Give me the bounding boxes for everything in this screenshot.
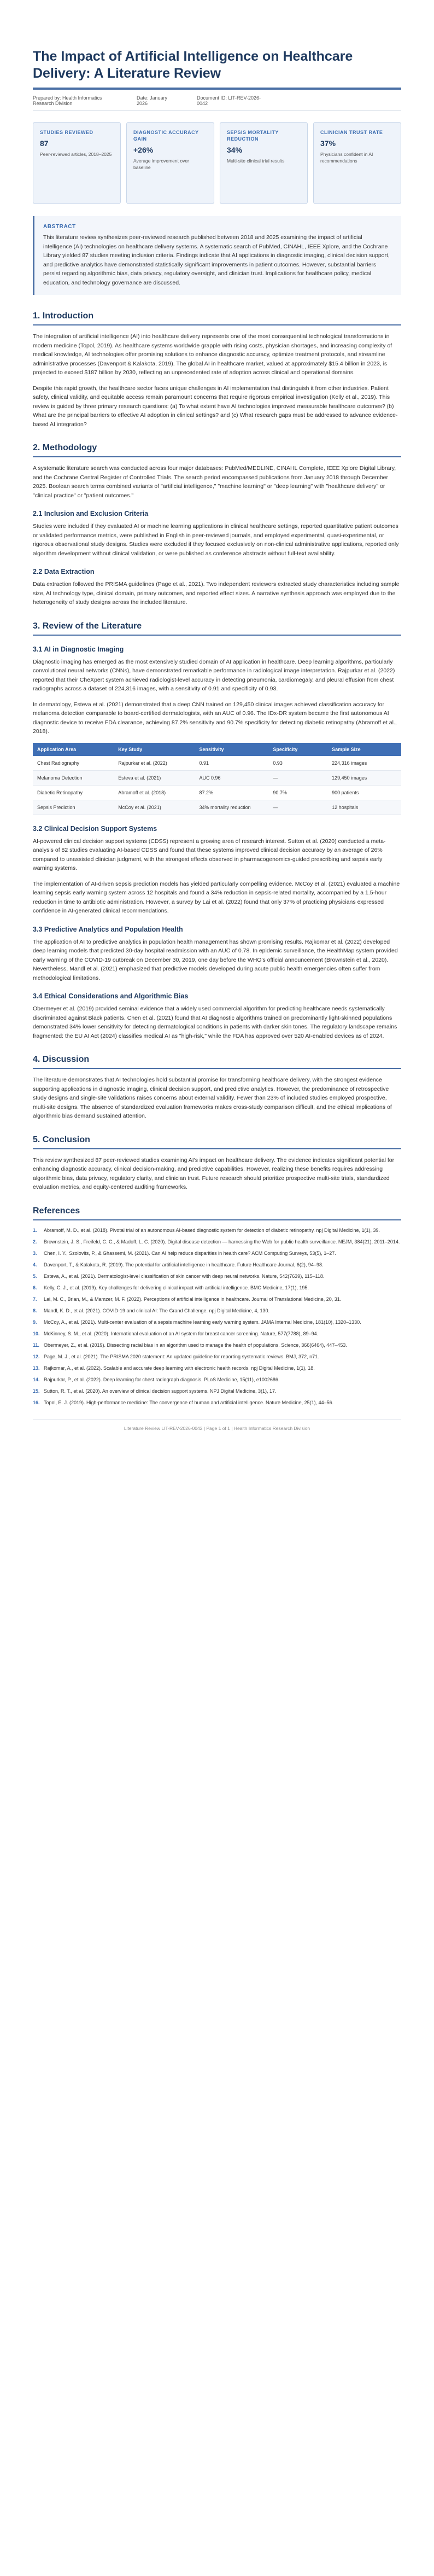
- table-cell: AUC 0.96: [195, 770, 269, 785]
- reference-number: 10.: [33, 1330, 40, 1336]
- section-heading-conclusion: 5. Conclusion: [33, 1135, 90, 1144]
- stat-card: [313, 122, 401, 204]
- reference-text: Lai, M. C., Brian, M., & Mamzer, M. F. (2022). Perceptions of artificial intelligence in healthcare. Journal of Translational Medicine, 20, 31.: [44, 1296, 342, 1302]
- reference-text: Esteva, A., et al. (2021). Dermatologist-level classification of skin cancer with deep neural networks. Nature, 542(7639), 115–118.: [44, 1273, 325, 1279]
- paragraph: The application of AI to predictive analytics in population health management has shown promising results. Rajkomar et al. (2022) developed deep learning models that predicted 30-day hospital readmission with an AUC of 0.78. In epidemic surveillance, the HealthMap system provided early warning of the COVID-19 outbreak on December 30, 2019, one day before the WHO's official announcement (Brownstein et al., 2020). Nevertheless, Mandl et al. (2021) emphasized that predictive models developed during acute public health emergencies often suffer from methodological limitations.: [33, 938, 398, 981]
- table-header: Key Study: [114, 743, 195, 756]
- paragraph: The implementation of AI-driven sepsis prediction models has yielded particularly compelling evidence. McCoy et al. (2021) evaluated a machine learning sepsis early warning system across 12 hospitals and found a 34% reduction in sepsis-related mortality, accompanied by a 1.5-hour reduction in time to antibiotic administration. However, a survey by Lai et al. (2022) found that only 37% of practicing physicians expressed confidence in AI-generated clinical recommendations.: [33, 880, 400, 914]
- table-header: Specificity: [268, 743, 327, 756]
- subsection-heading: 3.4 Ethical Considerations and Algorithmic Bias: [33, 992, 189, 1000]
- title-divider: [33, 88, 401, 90]
- reference-item: [33, 1261, 401, 1269]
- reference-item: [33, 1342, 401, 1349]
- stat-description: Peer-reviewed articles, 2018–2025: [40, 152, 112, 157]
- paragraph: AI-powered clinical decision support systems (CDSS) represent a growing area of research interest. Sutton et al. (2020) conducted a meta-analysis of 82 studies evaluating AI-based CDSS and found that these systems improved clinical decision accuracy by an average of 26% compared to unassisted clinician judgment, with the strongest effects observed in pharmacogenomics-guided prescribing and sepsis early warning systems.: [33, 838, 386, 871]
- stat-label: SEPSIS MORTALITY REDUCTION: [227, 130, 279, 142]
- reference-number: 6.: [33, 1284, 37, 1290]
- reference-text: Kelly, C. J., et al. (2019). Key challenges for delivering clinical impact with artificial intelligence. BMC Medicine, 17(1), 195.: [44, 1284, 309, 1290]
- section-divider: [33, 1219, 401, 1220]
- meta-prepared-by: Prepared by: Health Informatics Research Division: [33, 95, 102, 106]
- reference-item: [33, 1388, 401, 1395]
- reference-text: Davenport, T., & Kalakota, R. (2019). The potential for artificial intelligence in healthcare. Future Healthcare Journal, 6(2), 94–98.: [44, 1261, 324, 1267]
- table-cell: 900 patients: [327, 785, 401, 800]
- reference-number: 15.: [33, 1388, 40, 1394]
- table-row: [33, 770, 401, 785]
- abstract-box: [33, 216, 401, 295]
- table-cell: 90.7%: [268, 785, 327, 800]
- meta-document-id: Document ID: LIT-REV-2026-0042: [197, 95, 261, 106]
- paragraph: In dermatology, Esteva et al. (2021) demonstrated that a deep CNN trained on 129,450 clinical images achieved classification accuracy for melanoma detection comparable to board-certified dermatologists, with an AUC of 0.96. The IDx-DR system became the first autonomous AI diagnostic device to receive FDA clearance, achieving 87.2% sensitivity and 90.7% specificity for detecting diabetic retinopathy (Abramoff et al., 2018).: [33, 701, 397, 735]
- paragraph: Obermeyer et al. (2019) provided seminal evidence that a widely used commercial algorithm for predicting healthcare needs systematically discriminated against Black patients. Chen et al. (2021) found that AI diagnostic algorithms trained on predominantly light-skinned populations demonstrated 34% lower sensitivity for detecting dermatological conditions in patients with darker skin tones. The regulatory landscape remains fragmented: the EU AI Act (2024) classifies medical AI as "high-risk," while the FDA has approved over 520 AI-enabled devices as of 2024.: [33, 1005, 397, 1039]
- section-divider: [33, 635, 401, 636]
- table-cell: 34% mortality reduction: [195, 800, 269, 815]
- document-meta: [33, 95, 401, 106]
- table-cell: —: [268, 770, 327, 785]
- paragraph: This review synthesized 87 peer-reviewed studies examining AI's impact on healthcare delivery. The evidence indicates significant potential for enhancing diagnostic accuracy, clinical decision-making, and predictive capabilities. However, realizing these benefits requires addressing algorithmic bias, data privacy, regulatory clarity, and clinician trust. Future research should prioritize prospective multi-site trials, standardized evaluation metrics, and equity-centered auditing frameworks.: [33, 1156, 395, 1190]
- stat-description: Multi-site clinical trial results: [227, 158, 285, 164]
- paragraph: The literature demonstrates that AI technologies hold substantial promise for transforming healthcare delivery, with the strongest evidence supporting applications in diagnostic imaging, clinical decision support, and predictive analytics. However, the predominance of retrospective study designs and single-site validations raises concerns about external validity. Fewer than 23% of included studies employed prospective, multi-site designs. The absence of standardized evaluation frameworks makes cross-study comparison difficult, and the ethical implications of algorithmic bias demand sustained attention.: [33, 1077, 392, 1119]
- page-footer: Literature Review LIT-REV-2026-0042 | Page 1 of 1 | Health Informatics Research Division: [33, 1420, 401, 1431]
- reference-item: [33, 1238, 401, 1246]
- section-heading-review: 3. Review of the Literature: [33, 621, 142, 631]
- reference-item: [33, 1353, 401, 1360]
- section-divider: [33, 1148, 401, 1149]
- table-header: Application Area: [33, 743, 114, 756]
- reference-text: Obermeyer, Z., et al. (2019). Dissecting racial bias in an algorithm used to manage the health of populations. Science, 366(6464), 447–453.: [44, 1342, 347, 1348]
- reference-number: 5.: [33, 1273, 37, 1279]
- table-cell: Sepsis Prediction: [33, 800, 114, 815]
- stat-value: +26%: [133, 146, 154, 154]
- abstract-text: This literature review synthesizes peer-reviewed research published between 2018 and 2025 examining the impact of artificial intelligence (AI) technologies on healthcare delivery systems. A systematic search of PubMed, CINAHL, IEEE Xplore, and the Cochrane Library yielded 87 studies meeting inclusion criteria. Findings indicate that AI applications in diagnostic imaging, clinical decision support, and predictive analytics have demonstrated statistically significant improvements in patient outcomes. However, substantial barriers persist regarding algorithmic bias, data privacy, regulatory oversight, and clinician trust. Implications for healthcare policy, medical education, and technology governance are discussed.: [43, 234, 390, 286]
- results-table: [33, 743, 401, 815]
- stat-value: 87: [40, 139, 49, 148]
- table-row: [33, 800, 401, 815]
- table-cell: 87.2%: [195, 785, 269, 800]
- subsection-heading: 2.1 Inclusion and Exclusion Criteria: [33, 510, 149, 517]
- subsection-heading: 3.1 AI in Diagnostic Imaging: [33, 645, 124, 653]
- meta-date: Date: January 2026: [137, 95, 168, 106]
- paragraph: The integration of artificial intelligence (AI) into healthcare delivery represents one of the most consequential technological transformations in modern medicine (Topol, 2019). As healthcare systems worldwide grapple with rising costs, physician shortages, and increasing complexity of medical knowledge, AI technologies offer promising solutions to enhance diagnostic accuracy, optimize treatment protocols, and streamline administrative processes (Davenport & Kalakota, 2019). The global AI in healthcare market, valued at approximately $15.4 billion in 2023, is projected to exceed $187 billion by 2030, reflecting an unprecedented rate of adoption across clinical and operational domains.: [33, 333, 392, 376]
- paragraph: A systematic literature search was conducted across four major databases: PubMed/MEDLINE, CINAHL Complete, IEEE Xplore Digital Library, and the Cochrane Central Register of Controlled Trials. The search period encompassed publications from January 2018 through December 2025. Boolean search terms combined variants of "artificial intelligence," "machine learning" or "deep learning" with "healthcare delivery" or "clinical practice" or "patient outcomes.": [33, 465, 396, 499]
- subsection-heading: 2.2 Data Extraction: [33, 568, 95, 575]
- reference-item: [33, 1399, 401, 1406]
- stat-label: DIAGNOSTIC ACCURACY GAIN: [133, 130, 199, 142]
- reference-number: 8.: [33, 1307, 37, 1313]
- reference-item: [33, 1376, 401, 1383]
- reference-text: McKinney, S. M., et al. (2020). International evaluation of an AI system for breast cancer screening. Nature, 577(7788), 89–94.: [44, 1330, 319, 1336]
- table-header-row: [33, 743, 401, 756]
- subsection-heading: 3.3 Predictive Analytics and Population Health: [33, 925, 183, 933]
- stat-value: 34%: [227, 146, 243, 154]
- stats-row: [33, 122, 401, 204]
- stat-card: [33, 122, 121, 204]
- reference-number: 9.: [33, 1319, 37, 1325]
- stat-value: 37%: [320, 139, 336, 148]
- reference-text: McCoy, A., et al. (2021). Multi-center evaluation of a sepsis machine learning early warning system. JAMA Internal Medicine, 181(10), 1320–1330.: [44, 1319, 361, 1325]
- section-heading-methodology: 2. Methodology: [33, 443, 97, 452]
- reference-item: [33, 1284, 401, 1292]
- reference-text: Rajkomar, A., et al. (2022). Scalable and accurate deep learning with electronic health records. npj Digital Medicine, 1(1), 18.: [44, 1365, 315, 1371]
- reference-text: Page, M. J., et al. (2021). The PRISMA 2020 statement: An updated guideline for reporting systematic reviews. BMJ, 372, n71.: [44, 1353, 319, 1359]
- table-cell: 0.91: [195, 756, 269, 771]
- table-cell: Diabetic Retinopathy: [33, 785, 114, 800]
- reference-text: Chen, I. Y., Szolovits, P., & Ghassemi, M. (2021). Can AI help reduce disparities in health care? ACM Computing Surveys, 53(5), 1–27.: [44, 1250, 336, 1256]
- table-cell: —: [268, 800, 327, 815]
- paragraph: Studies were included if they evaluated AI or machine learning applications in clinical healthcare settings, reported quantitative patient outcomes or validated performance metrics, were published in English in peer-reviewed journals, and employed experimental, quasi-experimental, or rigorous observational study designs. Studies were excluded if they focused exclusively on non-clinical administrative applications, reported only algorithm development without clinical validation, or were published as conference abstracts without full-text availability.: [33, 523, 399, 557]
- abstract-heading: ABSTRACT: [43, 224, 76, 230]
- reference-number: 3.: [33, 1250, 37, 1256]
- section-heading-references: References: [33, 1206, 80, 1216]
- reference-text: Mandl, K. D., et al. (2021). COVID-19 and clinical AI: The Grand Challenge. npj Digital Medicine, 4, 130.: [44, 1307, 270, 1313]
- table-cell: Esteva et al. (2021): [114, 770, 195, 785]
- table-cell: Melanoma Detection: [33, 770, 114, 785]
- reference-item: [33, 1273, 401, 1280]
- reference-item: [33, 1365, 401, 1372]
- reference-number: 7.: [33, 1296, 37, 1302]
- reference-list: [33, 1227, 401, 1406]
- stat-card: [220, 122, 308, 204]
- reference-number: 12.: [33, 1353, 40, 1359]
- paragraph: Despite this rapid growth, the healthcare sector faces unique challenges in AI implementation that distinguish it from other industries. Patient safety, clinical validity, and equitable access remain paramount concerns that require rigorous empirical investigation (Kelly et al., 2019). This review is guided by three primary research questions: (a) To what extent have AI technologies improved measurable healthcare outcomes? (b) What are the principal barriers to effective AI adoption in clinical settings? and (c) What research gaps must be addressed to advance evidence-based AI integration?: [33, 385, 398, 428]
- section-divider: [33, 456, 401, 457]
- reference-text: Sutton, R. T., et al. (2020). An overview of clinical decision support systems. NPJ Digital Medicine, 3(1), 17.: [44, 1388, 277, 1394]
- reference-text: Rajpurkar, P., et al. (2022). Deep learning for chest radiograph diagnosis. PLoS Medicine, 15(11), e1002686.: [44, 1376, 280, 1382]
- stat-label: CLINICIAN TRUST RATE: [320, 130, 383, 135]
- stat-label: STUDIES REVIEWED: [40, 130, 93, 135]
- reference-item: [33, 1250, 401, 1257]
- reference-text: Brownstein, J. S., Freifeld, C. C., & Madoff, L. C. (2020). Digital disease detection — harnessing the Web for public health surveillance. NEJM, 384(21), 2011–2014.: [44, 1238, 400, 1245]
- table-row: [33, 756, 401, 771]
- table-cell: Chest Radiography: [33, 756, 114, 771]
- paragraph: Data extraction followed the PRISMA guidelines (Page et al., 2021). Two independent reviewers extracted study characteristics including sample size, AI technology type, clinical domain, primary outcomes, and reported effect sizes. A narrative synthesis approach was employed due to the heterogeneity of study designs across the included literature.: [33, 581, 400, 606]
- stat-card: [126, 122, 214, 204]
- table-cell: 129,450 images: [327, 770, 401, 785]
- table-cell: 224,316 images: [327, 756, 401, 771]
- table-cell: Rajpurkar et al. (2022): [114, 756, 195, 771]
- section-divider: [33, 324, 401, 325]
- reference-item: [33, 1319, 401, 1326]
- reference-item: [33, 1227, 401, 1234]
- reference-number: 16.: [33, 1399, 40, 1405]
- reference-text: Abramoff, M. D., et al. (2018). Pivotal trial of an autonomous AI-based diagnostic system for detection of diabetic retinopathy. npj Digital Medicine, 1(1), 39.: [44, 1227, 380, 1233]
- table-cell: 0.93: [268, 756, 327, 771]
- table-cell: Abramoff et al. (2018): [114, 785, 195, 800]
- reference-number: 4.: [33, 1261, 37, 1267]
- stat-description: Physicians confident in AI recommendations: [320, 152, 373, 164]
- stat-description: Average improvement over baseline: [133, 158, 189, 170]
- table-row: [33, 785, 401, 800]
- reference-number: 13.: [33, 1365, 40, 1371]
- reference-number: 1.: [33, 1227, 37, 1233]
- reference-item: [33, 1330, 401, 1338]
- document-title: The Impact of Artificial Intelligence on Healthcare Delivery: A Literature Review: [33, 49, 353, 81]
- table-cell: 12 hospitals: [327, 800, 401, 815]
- section-divider: [33, 1068, 401, 1069]
- subsection-heading: 3.2 Clinical Decision Support Systems: [33, 824, 157, 833]
- reference-text: Topol, E. J. (2019). High-performance medicine: The convergence of human and artificial intelligence. Nature Medicine, 25(1), 44–56.: [44, 1399, 334, 1405]
- reference-number: 11.: [33, 1342, 40, 1348]
- paragraph: Diagnostic imaging has emerged as the most extensively studied domain of AI application in healthcare. Deep learning algorithms, particularly convolutional neural networks (CNNs), have demonstrated remarkable performance in radiological image interpretation. Rajpurkar et al. (2022) reported that their CheXpert system achieved radiologist-level accuracy in detecting pneumonia, cardiomegaly, and pleural effusion from chest radiographs across a dataset of 224,316 images, with a sensitivity of 0.91 and specificity of 0.93.: [33, 658, 395, 692]
- section-heading-discussion: 4. Discussion: [33, 1055, 90, 1064]
- reference-item: [33, 1307, 401, 1315]
- table-header: Sample Size: [327, 743, 401, 756]
- reference-item: [33, 1296, 401, 1303]
- table-header: Sensitivity: [195, 743, 269, 756]
- section-heading-introduction: 1. Introduction: [33, 311, 94, 321]
- reference-number: 2.: [33, 1238, 37, 1245]
- reference-number: 14.: [33, 1376, 40, 1382]
- table-cell: McCoy et al. (2021): [114, 800, 195, 815]
